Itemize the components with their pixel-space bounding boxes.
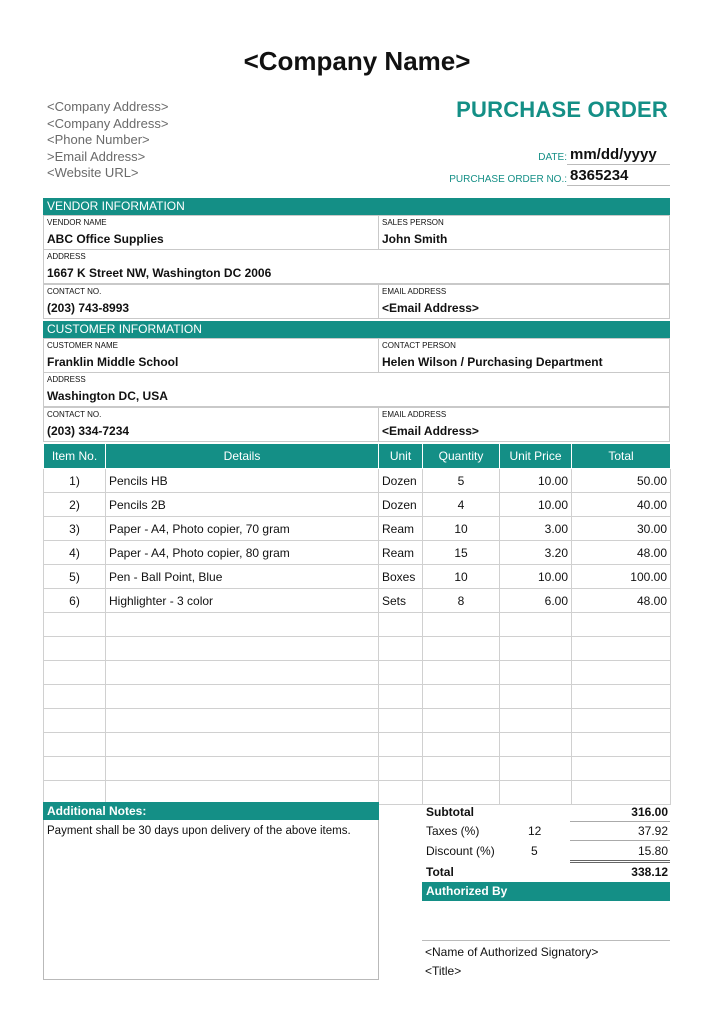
signature-line [422,940,670,941]
vendor-email: <Email Address> [382,301,479,315]
item-no-cell: 4) [44,541,106,565]
total-cell: 40.00 [572,493,671,517]
unit-cell: Dozen [379,493,423,517]
unit-cell: Dozen [379,469,423,493]
unit-cell: Ream [379,517,423,541]
vendor-section-header: VENDOR INFORMATION [43,198,670,215]
field-label: CUSTOMER NAME [47,341,118,350]
empty-cell [106,781,379,805]
empty-cell [106,613,379,637]
empty-cell [106,709,379,733]
details-cell: Pencils HB [106,469,379,493]
item-no-cell: 6) [44,589,106,613]
table-row [44,469,671,493]
empty-cell [423,733,500,757]
notes-box [43,820,379,980]
unit-price-cell: 10.00 [500,565,572,589]
contact-person-field [378,338,670,373]
unit-price-cell: 10.00 [500,493,572,517]
customer-name-field [43,338,379,373]
empty-cell [423,709,500,733]
col-header-unit: Unit [379,444,423,469]
vendor-contact-field [43,284,379,319]
quantity-cell: 4 [423,493,500,517]
empty-cell [379,637,423,661]
empty-cell [500,709,572,733]
divider [570,862,670,863]
field-label: VENDOR NAME [47,218,107,227]
document-title: PURCHASE ORDER [456,97,668,122]
table-row [44,589,671,613]
customer-name: Franklin Middle School [47,355,179,369]
empty-cell [106,733,379,757]
empty-cell [500,757,572,781]
field-label: SALES PERSON [382,218,444,227]
empty-table-row [44,781,671,805]
empty-table-row [44,757,671,781]
field-label: CONTACT PERSON [382,341,456,350]
divider [570,821,670,822]
field-label: CONTACT NO. [47,287,102,296]
unit-price-cell: 10.00 [500,469,572,493]
empty-cell [106,661,379,685]
sales-person-field [378,215,670,250]
table-row [44,565,671,589]
field-label: EMAIL ADDRESS [382,287,447,296]
discount-label: Discount (%) [426,844,495,858]
email-line: >Email Address> [47,148,146,164]
empty-cell [423,637,500,661]
customer-email-field [378,407,670,442]
items-body [44,469,671,805]
empty-cell [379,685,423,709]
total-cell: 48.00 [572,589,671,613]
details-cell: Highlighter - 3 color [106,589,379,613]
empty-table-row [44,661,671,685]
quantity-cell: 8 [423,589,500,613]
customer-address: Washington DC, USA [47,389,168,403]
date-label: DATE: [538,152,567,163]
po-number-value: 8365234 [567,167,670,186]
empty-cell [423,757,500,781]
empty-cell [379,781,423,805]
sales-person: John Smith [382,232,448,246]
address-line: <Company Address> [47,115,169,131]
col-header-total: Total [572,444,671,469]
vendor-name-field [43,215,379,250]
details-cell: Paper - A4, Photo copier, 80 gram [106,541,379,565]
table-row [44,517,671,541]
empty-cell [44,661,106,685]
empty-table-row [44,685,671,709]
total-cell: 50.00 [572,469,671,493]
total-value: 338.12 [631,865,668,879]
details-cell: Pencils 2B [106,493,379,517]
col-header-unit-price: Unit Price [500,444,572,469]
unit-price-cell: 6.00 [500,589,572,613]
vendor-name: ABC Office Supplies [47,232,164,246]
vendor-address: 1667 K Street NW, Washington DC 2006 [47,266,272,280]
empty-table-row [44,637,671,661]
col-header-item-no: Item No. [44,444,106,469]
empty-cell [44,757,106,781]
taxes-label: Taxes (%) [426,824,480,838]
phone-line: <Phone Number> [47,132,150,148]
customer-email: <Email Address> [382,424,479,438]
empty-cell [423,613,500,637]
subtotal-value: 316.00 [631,805,668,819]
col-header-details: Details [106,444,379,469]
total-cell: 100.00 [572,565,671,589]
empty-cell [106,757,379,781]
empty-table-row [44,733,671,757]
customer-contact: (203) 334-7234 [47,424,130,438]
website-line: <Website URL> [47,165,139,181]
table-row [44,541,671,565]
empty-cell [379,661,423,685]
empty-cell [44,733,106,757]
empty-cell [500,685,572,709]
taxes-value: 37.92 [637,824,668,838]
taxes-rate: 12 [528,824,542,838]
total-cell: 30.00 [572,517,671,541]
empty-cell [106,637,379,661]
signatory-name: <Name of Authorized Signatory> [425,945,599,959]
empty-cell [572,781,671,805]
quantity-cell: 15 [423,541,500,565]
empty-cell [500,637,572,661]
empty-cell [423,781,500,805]
subtotal-label: Subtotal [426,805,474,819]
authorized-by-header: Authorized By [422,882,670,901]
notes-text: Payment shall be 30 days upon delivery of the above items. [47,825,351,837]
field-label: EMAIL ADDRESS [382,410,447,419]
customer-address-field [43,372,670,407]
discount-rate: 5 [531,844,538,858]
empty-cell [44,613,106,637]
vendor-email-field [378,284,670,319]
details-cell: Pen - Ball Point, Blue [106,565,379,589]
vendor-address-field [43,249,670,284]
empty-cell [572,733,671,757]
item-no-cell: 2) [44,493,106,517]
notes-header: Additional Notes: [43,802,379,820]
contact-person: Helen Wilson / Purchasing Department [382,355,603,369]
empty-cell [572,709,671,733]
customer-contact-field [43,407,379,442]
date-value: mm/dd/yyyy [567,146,670,165]
item-no-cell: 3) [44,517,106,541]
address-line: <Company Address> [47,99,169,114]
company-address-block [47,99,168,182]
empty-cell [44,637,106,661]
po-number-label: PURCHASE ORDER NO.: [449,174,567,185]
unit-cell: Ream [379,541,423,565]
empty-cell [423,685,500,709]
empty-cell [423,661,500,685]
quantity-cell: 5 [423,469,500,493]
empty-cell [572,637,671,661]
empty-cell [572,685,671,709]
company-name: <Company Name> [243,46,471,76]
empty-cell [106,685,379,709]
signatory-title: <Title> [425,964,462,978]
quantity-cell: 10 [423,517,500,541]
table-row [44,493,671,517]
empty-cell [500,781,572,805]
unit-cell: Sets [379,589,423,613]
unit-price-cell: 3.00 [500,517,572,541]
total-cell: 48.00 [572,541,671,565]
empty-cell [572,757,671,781]
unit-price-cell: 3.20 [500,541,572,565]
empty-cell [500,733,572,757]
item-no-cell: 5) [44,565,106,589]
table-header-row [44,444,671,469]
items-table [43,443,671,805]
empty-cell [44,781,106,805]
total-label: Total [426,865,454,879]
discount-value: 15.80 [637,844,668,858]
item-no-cell: 1) [44,469,106,493]
quantity-cell: 10 [423,565,500,589]
empty-cell [379,757,423,781]
empty-cell [500,661,572,685]
vendor-contact: (203) 743-8993 [47,301,130,315]
divider [570,840,670,841]
customer-section-header: CUSTOMER INFORMATION [43,321,670,338]
field-label: ADDRESS [47,375,86,384]
field-label: CONTACT NO. [47,410,102,419]
empty-cell [44,685,106,709]
empty-cell [379,709,423,733]
col-header-quantity: Quantity [423,444,500,469]
details-cell: Paper - A4, Photo copier, 70 gram [106,517,379,541]
empty-cell [379,733,423,757]
field-label: ADDRESS [47,252,86,261]
empty-cell [379,613,423,637]
empty-table-row [44,613,671,637]
empty-cell [500,613,572,637]
empty-cell [572,613,671,637]
unit-cell: Boxes [379,565,423,589]
empty-table-row [44,709,671,733]
divider [570,860,670,861]
empty-cell [44,709,106,733]
empty-cell [572,661,671,685]
